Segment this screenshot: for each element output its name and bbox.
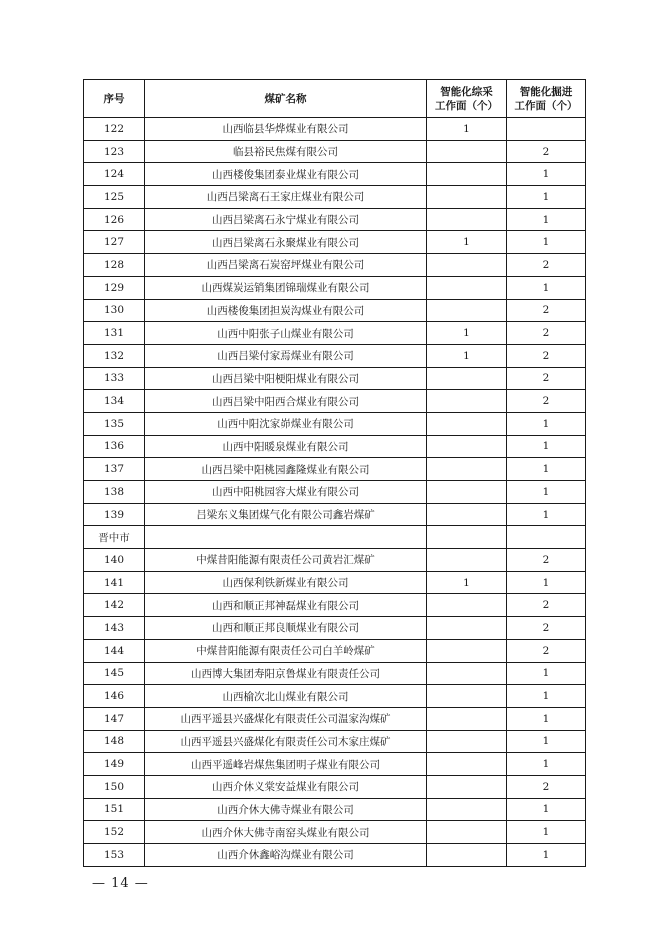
mine-name: 山西平遥县兴盛煤化有限责任公司木家庄煤矿 [145,730,427,753]
row-number: 143 [84,617,145,640]
mine-name: 山西吕梁付家焉煤业有限公司 [145,344,427,367]
tunneling-face-count: 1 [507,503,586,526]
mine-name: 中煤昔阳能源有限责任公司黄岩汇煤矿 [145,549,427,572]
mine-name: 山西吕梁离石永宁煤业有限公司 [145,208,427,231]
mine-name: 山西和顺正邦神磊煤业有限公司 [145,594,427,617]
mine-name: 山西博大集团寿阳京鲁煤业有限责任公司 [145,662,427,685]
row-number: 124 [84,163,145,186]
row-number: 142 [84,594,145,617]
table-row [84,685,586,708]
mining-face-count [427,639,507,662]
table-row [84,163,586,186]
table-row [84,186,586,209]
tunneling-face-count: 2 [507,367,586,390]
mining-face-count: 1 [427,322,507,345]
mining-face-count [427,299,507,322]
row-number: 136 [84,435,145,458]
mining-face-count [427,594,507,617]
tunneling-face-count: 1 [507,730,586,753]
tunneling-face-count: 2 [507,775,586,798]
table-row [84,458,586,481]
tunneling-face-count: 1 [507,186,586,209]
tunneling-face-count: 1 [507,276,586,299]
tunneling-face-count: 1 [507,231,586,254]
row-number: 153 [84,844,145,867]
table-row [84,118,586,141]
tunneling-face-count [507,118,586,141]
mine-name: 山西吕梁中阳西合煤业有限公司 [145,390,427,413]
page-number: — 14 — [92,876,149,891]
row-number: 135 [84,412,145,435]
mining-face-count [427,798,507,821]
tunneling-face-count: 2 [507,390,586,413]
header-cell-1: 煤矿名称 [145,80,427,118]
table-row [84,753,586,776]
mining-face-count [427,254,507,277]
table-row [84,435,586,458]
table-row [84,276,586,299]
table-row [84,844,586,867]
mine-name: 山西和顺正邦良顺煤业有限公司 [145,617,427,640]
table-row [84,707,586,730]
row-number: 145 [84,662,145,685]
tunneling-face-count: 2 [507,639,586,662]
mine-name: 山西临县华烨煤业有限公司 [145,118,427,141]
mining-face-count [427,685,507,708]
tunneling-face-count: 1 [507,412,586,435]
mining-face-count [427,140,507,163]
tunneling-face-count: 1 [507,821,586,844]
mining-face-count [427,617,507,640]
tunneling-face-count: 1 [507,458,586,481]
table-row [84,299,586,322]
mine-name: 吕梁东义集团煤气化有限公司鑫岩煤矿 [145,503,427,526]
mine-name: 山西平遥峰岩煤焦集团明子煤业有限公司 [145,753,427,776]
mining-face-count [427,412,507,435]
mining-face-count [427,481,507,504]
mine-name: 山西吕梁离石炭窑坪煤业有限公司 [145,254,427,277]
tunneling-face-count: 1 [507,163,586,186]
mining-face-count: 1 [427,118,507,141]
tunneling-face-count: 2 [507,549,586,572]
tunneling-face-count: 2 [507,617,586,640]
mine-name: 山西中阳桃园容大煤业有限公司 [145,481,427,504]
mining-face-count: 1 [427,344,507,367]
mining-face-count [427,707,507,730]
tunneling-face-count: 2 [507,140,586,163]
mine-name: 山西介休大佛寺煤业有限公司 [145,798,427,821]
row-number: 144 [84,639,145,662]
mine-name: 山西介休鑫峪沟煤业有限公司 [145,844,427,867]
table-row [84,254,586,277]
row-number: 131 [84,322,145,345]
mine-name: 山西吕梁离石王家庄煤业有限公司 [145,186,427,209]
row-number: 132 [84,344,145,367]
table-row [84,503,586,526]
mining-face-count [427,276,507,299]
mine-name: 山西平遥县兴盛煤化有限责任公司温家沟煤矿 [145,707,427,730]
table-row [84,594,586,617]
mine-name: 山西煤炭运销集团锦瑞煤业有限公司 [145,276,427,299]
table-header-row [84,80,586,118]
mining-face-count [427,186,507,209]
row-number: 139 [84,503,145,526]
row-number: 125 [84,186,145,209]
row-number: 138 [84,481,145,504]
table-row [84,639,586,662]
mine-name: 山西中阳沈家峁煤业有限公司 [145,412,427,435]
mine-name: 山西介休义棠安益煤业有限公司 [145,775,427,798]
row-number: 127 [84,231,145,254]
mining-face-count [427,844,507,867]
empty-cell [427,526,507,549]
empty-cell [507,526,586,549]
tunneling-face-count: 1 [507,707,586,730]
table-row [84,344,586,367]
row-number: 122 [84,118,145,141]
mine-name: 山西吕梁中阳桃园鑫隆煤业有限公司 [145,458,427,481]
mining-face-count [427,549,507,572]
table-row [84,617,586,640]
table-row [84,481,586,504]
row-number: 149 [84,753,145,776]
row-number: 141 [84,571,145,594]
table-row [84,730,586,753]
tunneling-face-count: 2 [507,322,586,345]
tunneling-face-count: 1 [507,844,586,867]
header-cell-0: 序号 [84,80,145,118]
mine-name: 山西中阳暖泉煤业有限公司 [145,435,427,458]
section-label: 晋中市 [84,526,145,549]
tunneling-face-count: 1 [507,571,586,594]
header-cell-3: 智能化掘进 工作面（个） [507,80,586,118]
table-row [84,662,586,685]
table-row [84,798,586,821]
row-number: 123 [84,140,145,163]
tunneling-face-count: 2 [507,594,586,617]
row-number: 150 [84,775,145,798]
row-number: 148 [84,730,145,753]
row-number: 152 [84,821,145,844]
mine-name: 中煤昔阳能源有限责任公司白羊岭煤矿 [145,639,427,662]
mine-name: 临县裕民焦煤有限公司 [145,140,427,163]
mining-face-count [427,208,507,231]
mine-name: 山西介休大佛寺南窑头煤业有限公司 [145,821,427,844]
mine-name: 山西吕梁中阳梗阳煤业有限公司 [145,367,427,390]
tunneling-face-count: 1 [507,798,586,821]
header-cell-2: 智能化综采 工作面（个） [427,80,507,118]
mining-face-count [427,503,507,526]
table-body [84,118,586,867]
section-row [84,526,586,549]
tunneling-face-count: 1 [507,662,586,685]
mine-name: 山西榆次北山煤业有限公司 [145,685,427,708]
mining-face-count [427,367,507,390]
mining-face-count [427,163,507,186]
tunneling-face-count: 2 [507,254,586,277]
row-number: 128 [84,254,145,277]
table-row [84,571,586,594]
tunneling-face-count: 1 [507,435,586,458]
table-row [84,775,586,798]
table-row [84,322,586,345]
tunneling-face-count: 1 [507,753,586,776]
mining-face-count [427,662,507,685]
row-number: 140 [84,549,145,572]
mine-name: 山西保利铁新煤业有限公司 [145,571,427,594]
mining-face-count: 1 [427,231,507,254]
row-number: 146 [84,685,145,708]
empty-cell [145,526,427,549]
tunneling-face-count: 1 [507,481,586,504]
table-row [84,231,586,254]
table-row [84,549,586,572]
table-row [84,367,586,390]
row-number: 137 [84,458,145,481]
mining-face-count [427,775,507,798]
table-row [84,208,586,231]
tunneling-face-count: 2 [507,299,586,322]
row-number: 130 [84,299,145,322]
mine-name: 山西楼俊集团担炭沟煤业有限公司 [145,299,427,322]
mine-name: 山西吕梁离石永聚煤业有限公司 [145,231,427,254]
table-row [84,821,586,844]
mining-face-count [427,390,507,413]
row-number: 129 [84,276,145,299]
mining-face-count [427,458,507,481]
tunneling-face-count: 1 [507,685,586,708]
table-row [84,390,586,413]
tunneling-face-count: 2 [507,344,586,367]
row-number: 126 [84,208,145,231]
row-number: 134 [84,390,145,413]
mine-name: 山西楼俊集团泰业煤业有限公司 [145,163,427,186]
table-row [84,140,586,163]
tunneling-face-count: 1 [507,208,586,231]
row-number: 147 [84,707,145,730]
table-row [84,412,586,435]
mining-face-count: 1 [427,571,507,594]
mine-name: 山西中阳张子山煤业有限公司 [145,322,427,345]
row-number: 151 [84,798,145,821]
row-number: 133 [84,367,145,390]
mining-face-count [427,435,507,458]
mining-face-count [427,821,507,844]
mining-face-count [427,730,507,753]
mining-face-count [427,753,507,776]
coal-mine-table [83,79,586,867]
